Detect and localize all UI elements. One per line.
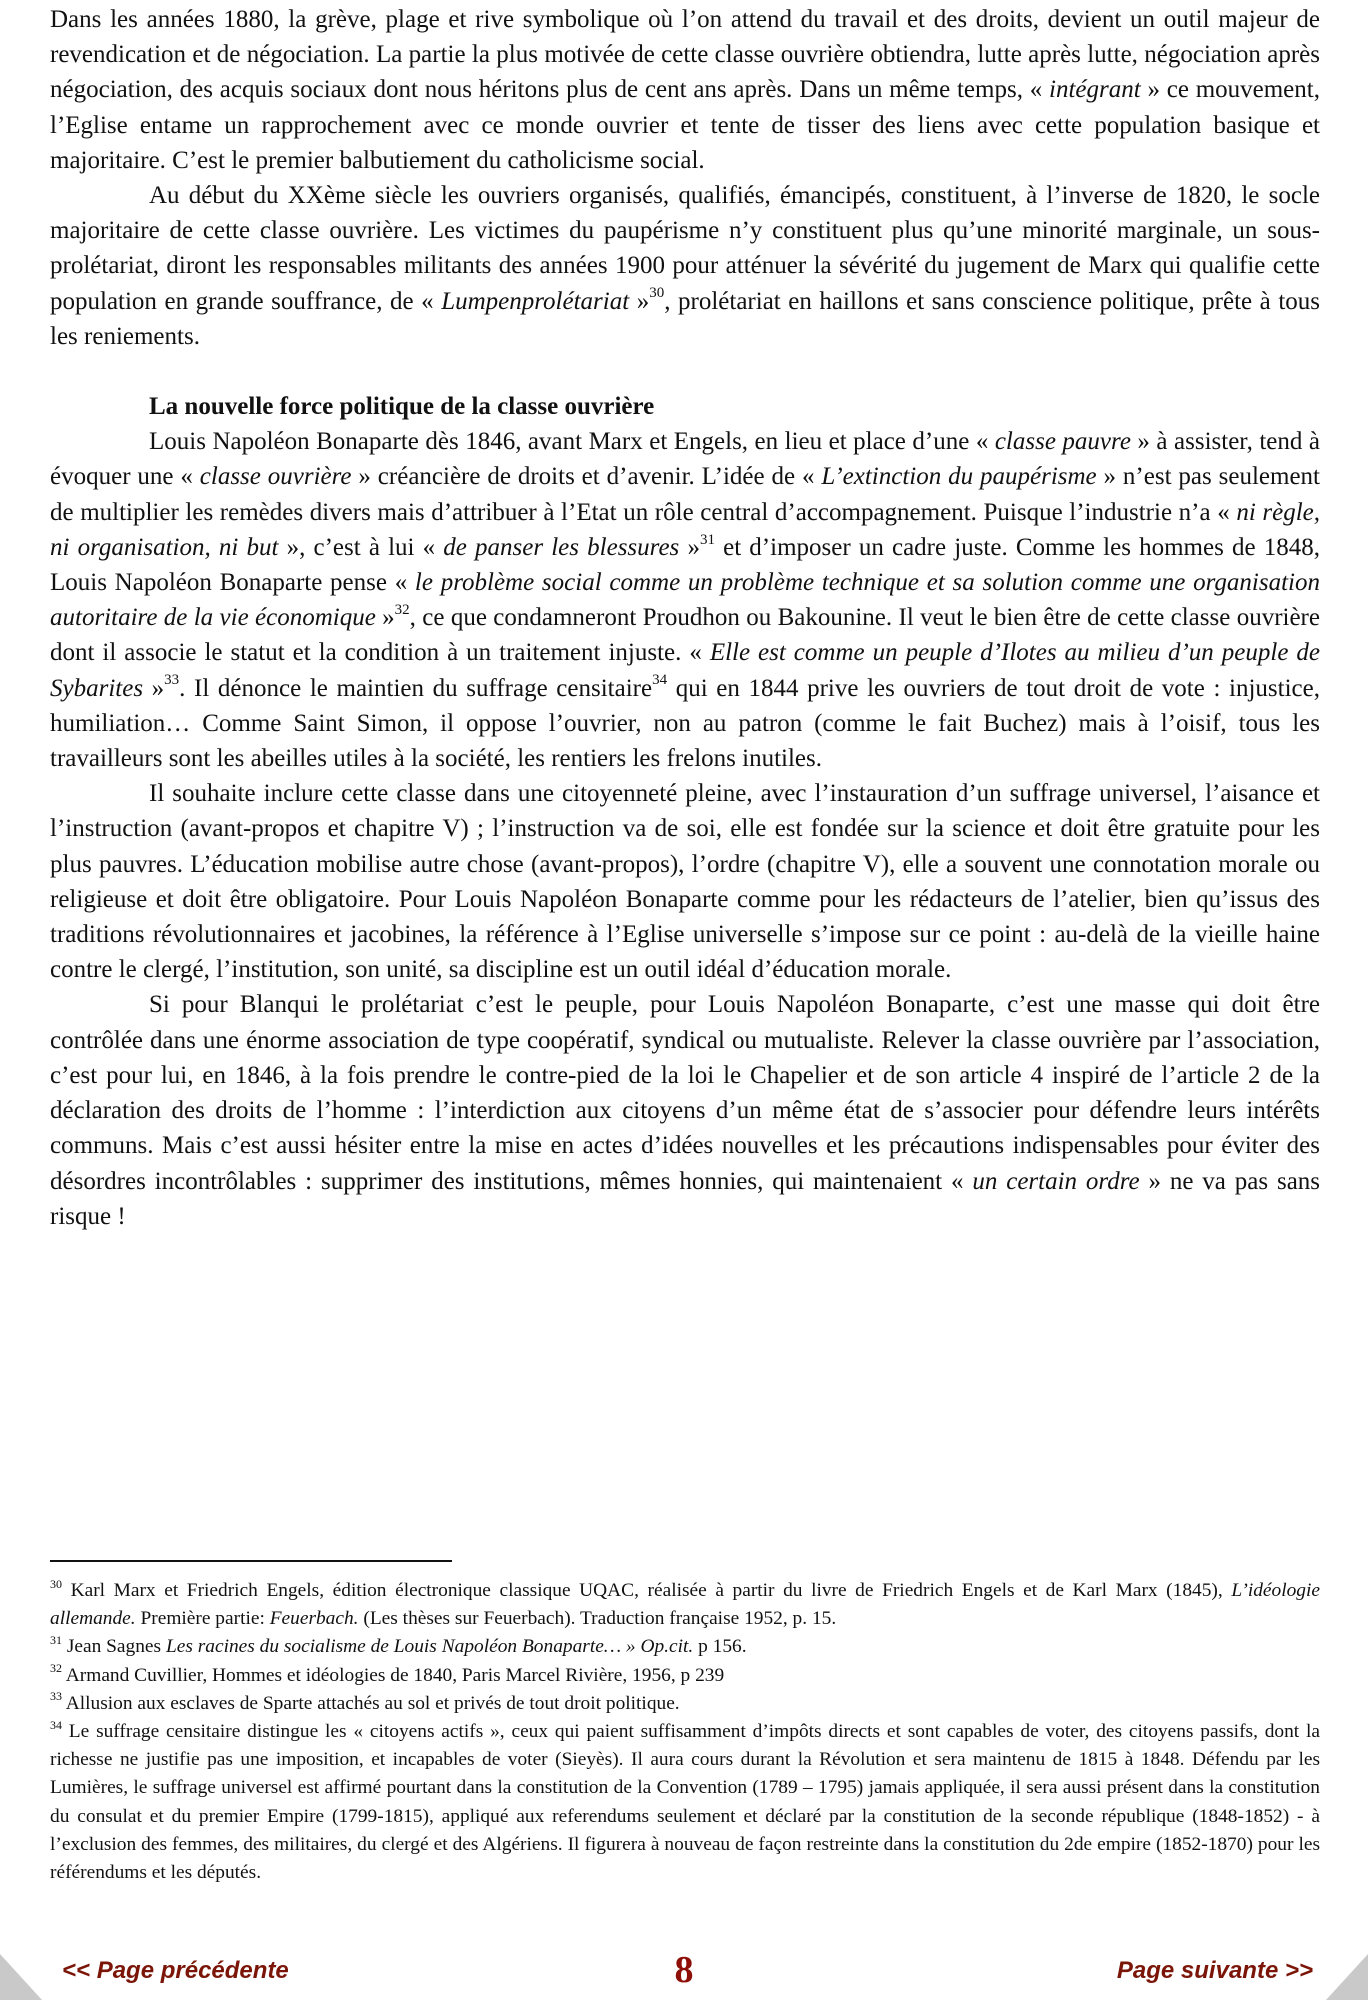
text-run: » [687,533,700,561]
text-run: » ne va pas sans risque ! [50,1167,1321,1230]
text-run: Allusion aux esclaves de Sparte attachés au sol et privés de tout droit politique. [62,1692,680,1714]
footnotes [50,1577,1320,1887]
text-run: » créancière de droits et d’avenir. L’idée de « [358,463,815,491]
footnote-number: 32 [50,1661,62,1676]
paragraph [50,987,1320,1233]
footnote-31 [50,1633,1320,1661]
italic-run: classe ouvrière [192,463,359,491]
text-run: » à assister, tend à évoquer une « [50,428,1320,491]
text-run: . Il dénonce le maintien du suffrage censitaire [179,674,653,702]
text-run: » [636,287,650,315]
text-run: Armand Cuvillier, Hommes et idéologies de 1840, Paris Marcel Rivière, 1956, p 239 [62,1664,725,1686]
text-run: Karl Marx et Friedrich Engels, édition électronique classique UQAC, réalisée à partir du livre de Friedrich Engels et de Karl Marx (1845), [62,1580,1232,1601]
footnote-ref: 32 [394,601,410,618]
paragraph [50,178,1320,354]
text-run: p 156. [693,1636,747,1658]
text-run: Au début du XXème siècle les ouvriers organisés, qualifiés, émancipés, constituent, à l’inverse de 1820, le socle majoritaire de cette classe ouvrière. Les victimes du paupérisme n’y constituent plus qu’une minorité marginale, un sous-prolétariat, diront les responsables militants des années 1900 pour atténuer la sévérité du jugement de Marx qui qualifie cette population en grande souffrance, de « [50,182,1320,315]
text-run: » [382,604,395,632]
footnote-ref: 31 [699,531,715,548]
text-run: Louis Napoléon Bonaparte dès 1846, avant Marx et Engels, en lieu et place d’une « [149,428,989,456]
italic-run: le problème social comme un problème technique et sa solution comme une organisation autoritaire de la vie économique [50,569,1320,632]
italic-run: ni règle, ni organisation, ni but [50,498,1320,561]
section-title: La nouvelle force politique de la classe ouvrière [149,393,655,421]
footnote-number: 33 [50,1689,62,1704]
text-run: et d’imposer un cadre juste. Comme les hommes de 1848, Louis Napoléon Bonaparte pense « [50,533,1320,597]
page-number: 8 [674,1949,694,1991]
body-text [50,2,1320,1234]
previous-page-link[interactable]: << Page précédente [62,1957,289,1984]
text-run: (Les thèses sur Feuerbach). Traduction française 1952, p. 15. [358,1608,837,1630]
paragraph [50,2,1320,178]
text-run: Si pour Blanqui le prolétariat c’est le peuple, pour Louis Napoléon Bonaparte, c’est une masse qui doit être contrôlée dans une énorme association de type coopératif, syndical ou mutualiste. Relever la classe ouvrière par l’association, c’est pour lui, en 1846, à la fois prendre le contre-pied de la loi le Chapelier et de son article 4 inspiré de l’article 2 de la déclaration des droits de l’homme : l’interdiction aux citoyens d’un même état de s’associer pour défendre leurs intérêts communs. Mais c’est aussi hésiter entre la mise en actes d’idées nouvelles et les précautions indispensables pour éviter des désordres incontrôlables : supprimer des institutions, mêmes honnies, qui maintenaient « [50,991,1320,1195]
paragraph: Il souhaite inclure cette classe dans une citoyenneté pleine, avec l’instauration d’un suffrage universel, l’aisance et l’instruction (avant-propos et chapitre V) ; l’instruction va de soi, elle est fondée sur la science et doit être gratuite pour les plus pauvres. L’éducation mobilise autre chose (avant-propos), l’ordre (chapitre V), elle a souvent une connotation morale ou religieuse et doit être obligatoire. Pour Louis Napoléon Bonaparte comme pour les rédacteurs de l’atelier, bien qu’issus des traditions révolutionnaires et jacobines, la référence à l’Eglise universelle s’impose sur ce point : au-delà de la vieille haine contre le clergé, l’institution, son unité, sa discipline est un outil idéal d’éducation morale. [50,780,1320,984]
page-curl-right-icon [1326,1954,1368,2000]
section-heading-line [50,389,1320,424]
text-run: Première partie: [135,1608,270,1630]
text-run: Dans les années 1880, la grève, plage et rive symbolique où l’on attend du travail et des droits, devient un outil majeur de revendication et de négociation. La partie la plus motivée de cette classe ouvrière obtiendra, lutte après lutte, négociation après négociation, des acquis sociaux dont nous héritons plus de cent ans après. Dans un même temps, « [50,6,1320,104]
text-run: , ce que condamneront Proudhon ou Bakounine. Il veut le bien être de cette classe ouvrière dont il associe le statut et la condition à un traitement injuste. « [50,604,1320,667]
text-run: qui en 1844 prive les ouvriers de tout droit de vote : injustice, humiliation… Comme Saint Simon, il oppose l’ouvrier, non au patron (comme le fait Buchez) mais à l’oisif, tous les travailleurs sont les abeilles utiles à la société, les rentiers les frelons inutiles. [50,674,1320,773]
italic-run: Lumpenprolétariat [433,287,637,315]
footnote-ref: 34 [652,672,668,689]
italic-run: de panser les blessures [435,533,688,561]
page-navigation [0,1949,1368,2000]
text-run: Jean Sagnes [62,1636,166,1658]
italic-run: L’idéologie allemande. [50,1580,1320,1630]
text-run: , prolétariat en haillons et sans conscience politique, prête à tous les reniements. [50,287,1320,350]
footnote-33 [50,1690,1320,1718]
italic-run: Feuerbach. [269,1608,359,1630]
page-curl-left-icon [0,1954,42,2000]
footnote-32 [50,1662,1320,1690]
paragraph [50,424,1320,776]
footnote-34 [50,1718,1320,1887]
italic-run: Les racines du socialisme de Louis Napoléon Bonaparte… » Op.cit. [165,1636,694,1658]
italic-run: L’extinction du paupérisme [814,463,1104,491]
text-run: » [151,674,165,702]
text-run: Le suffrage censitaire distingue les « citoyens actifs », ceux qui paient suffisamment d’impôts directs et sont capables de voter, des citoyens passifs, dont la richesse ne justifie pas une imposition, et incapables de voter (Sieyès). Il aura cours durant la Révolution et sera maintenu de 1815 à 1848. Défendu par les Lumières, le suffrage universel est affirmé pourtant dans la constitution de la Convention (1789 – 1795) jamais appliquée, il sera aussi présent dans la constitution du consulat et du premier Empire (1799-1815), appliqué aux referendums seulement et déclaré par la constitution de la seconde république (1848-1852) - à l’exclusion des femmes, des militaires, du clergé et des Algériens. Il figurera à nouveau de façon restreinte dans la constitution du 2de empire (1852-1870) pour les référendums et les députés. [50,1721,1320,1884]
text-run: » n’est pas seulement de multiplier les remèdes divers mais d’attribuer à l’Etat un rôle central d’accompagnement. Puisque l’industrie n’a « [50,463,1320,526]
footnote-number: 30 [50,1576,62,1591]
italic-run: intégrant [1042,76,1148,104]
footnote-number: 34 [50,1717,62,1732]
italic-run: classe pauvre [988,428,1138,456]
footnote-ref: 33 [164,672,180,689]
next-page-link[interactable]: Page suivante >> [1116,1957,1313,1984]
footnote-ref: 30 [649,285,665,302]
italic-run: Elle est comme un peuple d’Ilotes au milieu d’un peuple de Sybarites [50,639,1320,702]
footnote-number: 31 [50,1632,62,1647]
footnote-30 [50,1577,1320,1633]
text-run: » ce mouvement, l’Eglise entame un rapprochement avec ce monde ouvrier et tente de tisser des liens avec cette population basique et majoritaire. C’est le premier balbutiement du catholicisme social. [50,76,1320,174]
italic-run: un certain ordre [963,1167,1149,1195]
text-run: », c’est à lui « [286,533,436,561]
footnote-separator [50,1560,452,1562]
